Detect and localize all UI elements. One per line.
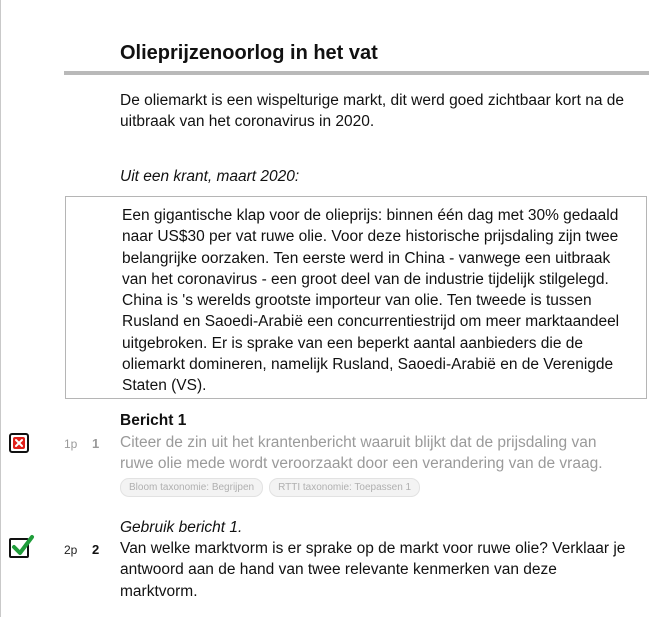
question-number: 1 [92,436,100,451]
source-label: Uit een krant, maart 2020: [120,168,300,185]
rtti-tag: RTTI taxonomie: Toepassen 1 [269,478,420,497]
article-text: Een gigantische klap voor de olieprijs: binnen één dag met 30% gedaald naar US$30 per vat ruwe olie. Voor deze historische prijsdaling zijn twee belangrijke oorzaken. Ten eerste werd in China - vanwege een uitbraak van het coronavirus - een groot deel van de industrie tijdelijk stilgelegd. China is 's werelds grootste importeur van olie. Ten tweede is tussen Rusland en Saoedi-Arabië een concurrentiestrijd om meer marktaandeel uitgebroken. Er is sprake van een beperkt aantal aanbieders die de oliemarkt domineren, namelijk Rusland, Saoedi-Arabië en de Verenigde Staten (VS). [122,207,620,395]
question-intro: Gebruik bericht 1. [120,519,243,536]
title-divider [64,71,649,75]
question-points: 1p [64,437,78,451]
question-tags [120,478,420,497]
page-title: Olieprijzenoorlog in het vat [120,42,378,64]
bericht-title: Bericht 1 [120,412,187,429]
intro-paragraph: De oliemarkt is een wispelturige markt, dit werd goed zichtbaar kort na de uitbraak van het coronavirus in 2020. [120,92,624,130]
left-margin-rule [0,0,1,617]
x-mark [13,437,25,449]
article-box [65,196,647,399]
question-number: 2 [92,542,100,557]
bloom-tag: Bloom taxonomie: Begrijpen [120,478,263,497]
question-points: 2p [64,543,78,557]
red-x-icon[interactable] [9,433,29,453]
question-text: Citeer de zin uit het krantenbericht waaruit blijkt dat de prijsdaling van ruwe olie mede wordt veroorzaakt door een verandering van de vraag. [120,434,603,473]
green-check-icon[interactable] [9,538,29,558]
question-text: Van welke marktvorm is er sprake op de markt voor ruwe olie? Verklaar je antwoord aan de hand van twee relevante kenmerken van deze marktvorm. [120,540,626,600]
